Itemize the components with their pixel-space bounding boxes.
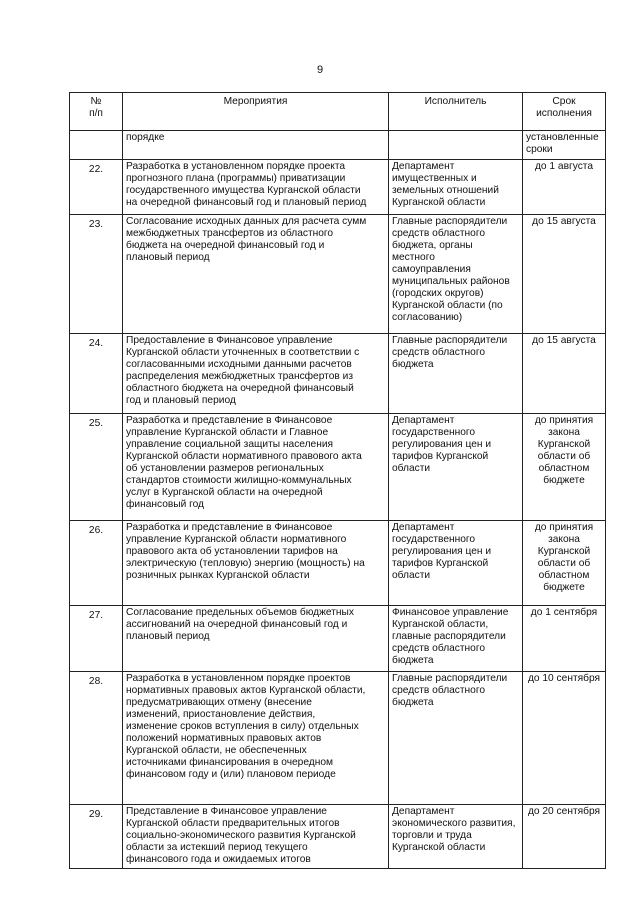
row-term-cell: [523, 414, 606, 521]
row-term: до 20 сентября: [527, 806, 601, 817]
row-term: до 1 сентября: [530, 607, 598, 618]
row-num: 28.: [88, 676, 104, 687]
row-num-cell: [70, 215, 123, 334]
row-executor-cell: [389, 414, 523, 521]
row-num: 22.: [88, 164, 104, 175]
table-row: [70, 805, 606, 869]
row-executor: Департамент государственного регулирования цен и тарифов Курганской области: [392, 415, 492, 474]
header-action-label: Мероприятия: [223, 96, 288, 107]
table-row: [70, 131, 606, 160]
row-num: 29.: [88, 809, 104, 820]
row-num-cell: [70, 414, 123, 521]
row-term-cell: [523, 606, 606, 672]
row-action: Разработка в установленном порядке проекта прогнозного плана (программы) приватизации государственного имущества Курганской области на очередной финансовый год и плановый период: [126, 161, 367, 208]
table-row: [70, 334, 606, 414]
row-action-cell: [123, 334, 389, 414]
row-term: до принятия закона Курганской области об областном бюджете: [534, 522, 594, 593]
row-executor-cell: [389, 672, 523, 805]
row-num: 27.: [88, 610, 104, 621]
row-action-cell: [123, 215, 389, 334]
row-num-cell: [70, 672, 123, 805]
row-term: до 15 августа: [532, 335, 596, 346]
row-term: до 1 августа: [534, 161, 594, 172]
row-term-cell: [523, 131, 606, 160]
row-term-cell: [523, 160, 606, 215]
row-num-cell: [70, 606, 123, 672]
row-action: Согласование предельных объемов бюджетных ассигнований на очередной финансовый год и плановый период: [126, 607, 354, 642]
row-executor-cell: [389, 606, 523, 672]
row-num-cell: [70, 131, 123, 160]
row-term-cell: [523, 521, 606, 606]
row-action-cell: [123, 414, 389, 521]
header-executor-label: Исполнитель: [424, 96, 487, 107]
row-executor-cell: [389, 334, 523, 414]
header-num-label: № п/п: [89, 96, 103, 119]
row-action: Предоставление в Финансовое управление Курганской области уточненных в соответствии с согласованными исходными данными расчетов распределения межбюджетных трансфертов из областного бюджета на очередной финансовый год и плановый период: [126, 335, 360, 406]
row-num-cell: [70, 160, 123, 215]
table-row: [70, 215, 606, 334]
row-action-cell: [123, 805, 389, 869]
row-action: порядке: [126, 132, 165, 143]
row-action-cell: [123, 131, 389, 160]
header-term: [523, 93, 606, 131]
row-executor: Главные распорядители средств областного бюджета, органы местного самоуправления муниципальных районов (городских округов) Курганской области (по согласованию): [392, 216, 510, 323]
row-action-cell: [123, 606, 389, 672]
row-term: до принятия закона Курганской области об областном бюджете: [534, 415, 594, 486]
row-executor: Главные распорядители средств областного бюджета: [392, 335, 508, 370]
table-header-row: [70, 93, 606, 131]
row-term: установленные сроки: [526, 132, 599, 155]
row-action: Разработка в установленном порядке проектов нормативных правовых актов Курганской области, предусматривающих отмену (внесение изменений, приостановление действия, изменение сроков вступления в силу) отдельных положений нормативных правовых актов Курганской области, не обеспеченных источниками финансирования в очередном финансовом году и (или) плановом периоде: [126, 673, 366, 780]
row-action: Разработка и представление в Финансовое управление Курганской области и Главное управление социальной защиты населения Курганской области нормативного правового акта об установлении размеров региональных стандартов стоимости жилищно-коммунальных услуг в Курганской области на очередной финансовый год: [126, 415, 362, 510]
row-num-cell: [70, 521, 123, 606]
row-term: до 15 августа: [532, 216, 596, 227]
table-row: [70, 672, 606, 805]
row-executor-cell: [389, 160, 523, 215]
row-action-cell: [123, 521, 389, 606]
row-term-cell: [523, 334, 606, 414]
row-term-cell: [523, 215, 606, 334]
row-action: Согласование исходных данных для расчета сумм межбюджетных трансфертов из областного бюджета на очередной финансовый год и плановый период: [126, 216, 367, 263]
row-executor: Финансовое управление Курганской области, главные распорядители средств областного бюджета: [392, 607, 509, 666]
table-row: [70, 521, 606, 606]
row-executor-cell: [389, 805, 523, 869]
row-executor: Департамент государственного регулирования цен и тарифов Курганской области: [392, 522, 492, 581]
table-row: [70, 414, 606, 521]
row-action: Разработка и представление в Финансовое управление Курганской области нормативного правового акта об установлении тарифов на электрическую (тепловую) энергию (мощность) на розничных рынках Курганской области: [126, 522, 365, 581]
row-num: 24.: [88, 338, 104, 349]
header-num: [70, 93, 123, 131]
table-row: [70, 606, 606, 672]
row-num-cell: [70, 805, 123, 869]
row-action-cell: [123, 672, 389, 805]
row-term: до 10 сентября: [527, 673, 601, 684]
table-row: [70, 160, 606, 215]
row-executor: Главные распорядители средств областного бюджета: [392, 673, 508, 708]
row-num: 23.: [88, 219, 104, 230]
header-executor: [389, 93, 523, 131]
row-action: Представление в Финансовое управление Курганской области предварительных итогов социально-экономического развития Курганской области за истекший период текущего финансового года и ожидаемых итогов: [126, 806, 356, 865]
row-executor: Департамент имущественных и земельных отношений Курганской области: [392, 161, 499, 208]
row-action-cell: [123, 160, 389, 215]
measures-table: [69, 92, 606, 869]
row-executor-cell: [389, 521, 523, 606]
row-executor-cell: [389, 131, 523, 160]
header-term-label: Срок исполнения: [536, 96, 592, 119]
row-num-cell: [70, 334, 123, 414]
row-executor-cell: [389, 215, 523, 334]
row-num: 26.: [88, 525, 104, 536]
row-num: 25.: [88, 418, 104, 429]
page-number: 9: [316, 64, 324, 76]
row-term-cell: [523, 672, 606, 805]
row-executor: Департамент экономического развития, торговли и труда Курганской области: [392, 806, 516, 853]
header-action: [123, 93, 389, 131]
row-term-cell: [523, 805, 606, 869]
